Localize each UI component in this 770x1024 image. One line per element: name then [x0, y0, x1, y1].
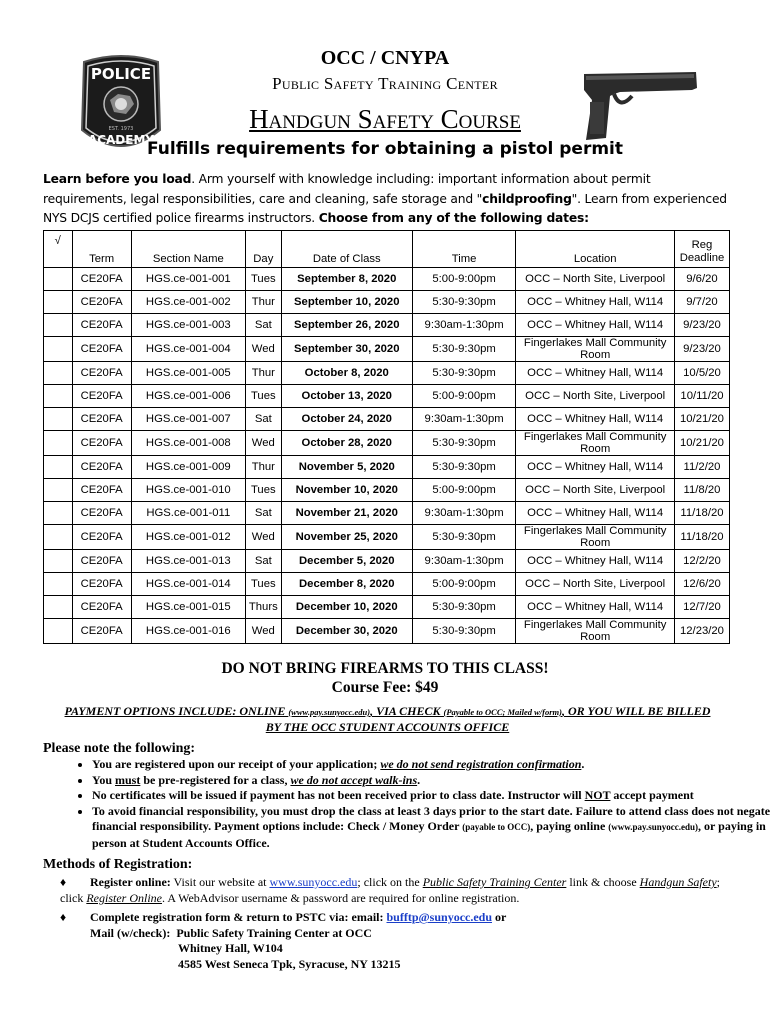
- check-cell: [44, 408, 73, 431]
- intro-lead: Learn before you load: [43, 172, 192, 186]
- time-cell: 9:30am-1:30pm: [412, 408, 516, 431]
- time-cell: 5:30-9:30pm: [412, 337, 516, 362]
- logo-est: EST. 1973: [108, 126, 134, 132]
- header-check: √: [44, 231, 73, 268]
- location-cell: OCC – Whitney Hall, W114: [516, 596, 675, 619]
- section-cell: HGS.ce-001-004: [131, 337, 245, 362]
- time-cell: 5:30-9:30pm: [412, 619, 516, 644]
- deadline-cell: 10/21/20: [674, 431, 729, 456]
- check-cell: [44, 268, 73, 291]
- course-subtitle: Fulfills requirements for obtaining a pistol permit: [147, 139, 623, 159]
- section-cell: HGS.ce-001-016: [131, 619, 245, 644]
- check-cell: [44, 550, 73, 573]
- date-cell: October 28, 2020: [281, 431, 412, 456]
- location-cell: Fingerlakes Mall Community Room: [516, 431, 675, 456]
- section-cell: HGS.ce-001-015: [131, 596, 245, 619]
- term-cell: CE20FA: [72, 596, 131, 619]
- day-cell: Wed: [245, 525, 281, 550]
- time-cell: 5:00-9:00pm: [412, 385, 516, 408]
- payment-check-note: (Payable to OCC; Mailed w/form): [443, 707, 562, 717]
- deadline-cell: 12/2/20: [674, 550, 729, 573]
- method-online: ♦ Register online: Visit our website at www.sunyocc.edu; click on the Public Safety Training Center link & choose Handgun Safety; click Register Online. A WebAdvisor username & password are required for online registration.: [60, 875, 721, 905]
- term-cell: CE20FA: [72, 550, 131, 573]
- time-cell: 9:30am-1:30pm: [412, 550, 516, 573]
- table-row: [44, 291, 730, 314]
- section-cell: HGS.ce-001-013: [131, 550, 245, 573]
- term-cell: CE20FA: [72, 431, 131, 456]
- header-day: Day: [245, 231, 281, 268]
- deadline-cell: 12/23/20: [674, 619, 729, 644]
- location-cell: OCC – Whitney Hall, W114: [516, 291, 675, 314]
- day-cell: Sat: [245, 502, 281, 525]
- header-org: OCC / CNYPA: [320, 47, 450, 69]
- mail-line-2: Whitney Hall, W104: [178, 941, 283, 955]
- check-cell: [44, 596, 73, 619]
- location-cell: OCC – Whitney Hall, W114: [516, 456, 675, 479]
- table-row: [44, 362, 730, 385]
- logo-text-bottom: ACADEMY: [87, 133, 155, 147]
- time-cell: 5:30-9:30pm: [412, 362, 516, 385]
- mail-line-1: Public Safety Training Center at OCC: [176, 925, 372, 940]
- check-cell: [44, 291, 73, 314]
- section-cell: HGS.ce-001-009: [131, 456, 245, 479]
- section-cell: HGS.ce-001-014: [131, 573, 245, 596]
- date-cell: November 10, 2020: [281, 479, 412, 502]
- table-header-row: [44, 231, 730, 268]
- method-mail: ♦ Complete registration form & return to PSTC via: email: bufftp@sunyocc.edu or Mail (w/check): Public Safety Training Center at OCC Whitney Hall, W104 4585 West Seneca Tpk, Syracuse, NY 13215: [60, 910, 725, 972]
- note-item: • You must be pre-registered for a class, we do not accept walk-ins.: [92, 773, 770, 789]
- payment-text-2: , VIA CHECK: [370, 704, 444, 718]
- table-row: [44, 314, 730, 337]
- table-row: [44, 596, 730, 619]
- mail-label: Mail (w/check):: [90, 925, 171, 940]
- time-cell: 5:30-9:30pm: [412, 596, 516, 619]
- table-row: [44, 525, 730, 550]
- mail-line-3: 4585 West Seneca Tpk, Syracuse, NY 13215: [178, 956, 401, 971]
- time-cell: 9:30am-1:30pm: [412, 314, 516, 337]
- check-cell: [44, 431, 73, 456]
- day-cell: Thur: [245, 456, 281, 479]
- intro-text1: . Arm yourself with knowledge including: important information about permit requirements, legal responsibilities, care and cleaning, safe storage and ": [43, 172, 651, 206]
- location-cell: OCC – Whitney Hall, W114: [516, 362, 675, 385]
- location-cell: Fingerlakes Mall Community Room: [516, 619, 675, 644]
- header-location: Location: [516, 231, 675, 268]
- date-cell: October 13, 2020: [281, 385, 412, 408]
- deadline-cell: 10/5/20: [674, 362, 729, 385]
- header-term: Term: [72, 231, 131, 268]
- term-cell: CE20FA: [72, 268, 131, 291]
- check-cell: [44, 525, 73, 550]
- deadline-cell: 11/8/20: [674, 479, 729, 502]
- time-cell: 5:00-9:00pm: [412, 573, 516, 596]
- deadline-cell: 12/7/20: [674, 596, 729, 619]
- occ-website-link[interactable]: www.sunyocc.edu: [269, 875, 358, 889]
- email-link[interactable]: bufftp@sunyocc.edu: [386, 910, 493, 924]
- day-cell: Tues: [245, 573, 281, 596]
- header-date: Date of Class: [281, 231, 412, 268]
- header-center: Public Safety Training Center: [272, 74, 498, 93]
- date-cell: December 10, 2020: [281, 596, 412, 619]
- table-row: [44, 573, 730, 596]
- deadline-cell: 12/6/20: [674, 573, 729, 596]
- payment-url: (www.pay.sunyocc.edu): [288, 707, 371, 717]
- date-cell: October 24, 2020: [281, 408, 412, 431]
- no-firearms-warning: DO NOT BRING FIREARMS TO THIS CLASS!: [221, 660, 549, 677]
- header-deadline: Reg Deadline: [674, 231, 729, 268]
- location-cell: OCC – North Site, Liverpool: [516, 573, 675, 596]
- term-cell: CE20FA: [72, 408, 131, 431]
- time-cell: 5:30-9:30pm: [412, 525, 516, 550]
- term-cell: CE20FA: [72, 337, 131, 362]
- check-cell: [44, 385, 73, 408]
- location-cell: OCC – Whitney Hall, W114: [516, 550, 675, 573]
- date-cell: October 8, 2020: [281, 362, 412, 385]
- deadline-cell: 9/6/20: [674, 268, 729, 291]
- method-online-label: Register online:: [90, 875, 171, 889]
- term-cell: CE20FA: [72, 573, 131, 596]
- table-row: [44, 408, 730, 431]
- intro-paragraph: [43, 170, 733, 229]
- diamond-bullet-icon: ♦: [60, 910, 67, 924]
- day-cell: Tues: [245, 385, 281, 408]
- location-cell: OCC – Whitney Hall, W114: [516, 314, 675, 337]
- deadline-cell: 10/21/20: [674, 408, 729, 431]
- date-cell: December 30, 2020: [281, 619, 412, 644]
- section-cell: HGS.ce-001-007: [131, 408, 245, 431]
- notes-list: [52, 757, 770, 851]
- term-cell: CE20FA: [72, 456, 131, 479]
- day-cell: Wed: [245, 337, 281, 362]
- location-cell: Fingerlakes Mall Community Room: [516, 525, 675, 550]
- note-item: • To avoid financial responsibility, you must drop the class at least 3 days prior to the start date. Failure to attend class does not negate financial responsibility. Payment options include: Check / Money Order (payable to OCC), paying online (www.pay.sunyocc.edu), or paying in person at Student Accounts Office.: [92, 804, 770, 852]
- term-cell: CE20FA: [72, 525, 131, 550]
- section-cell: HGS.ce-001-002: [131, 291, 245, 314]
- deadline-cell: 9/7/20: [674, 291, 729, 314]
- term-cell: CE20FA: [72, 291, 131, 314]
- deadline-cell: 9/23/20: [674, 337, 729, 362]
- payment-text-1: PAYMENT OPTIONS INCLUDE: ONLINE: [64, 704, 289, 718]
- table-row: [44, 337, 730, 362]
- table-row: [44, 456, 730, 479]
- deadline-cell: 11/18/20: [674, 525, 729, 550]
- time-cell: 5:00-9:00pm: [412, 268, 516, 291]
- term-cell: CE20FA: [72, 619, 131, 644]
- day-cell: Wed: [245, 619, 281, 644]
- section-cell: HGS.ce-001-011: [131, 502, 245, 525]
- register-online-link[interactable]: Register Online: [86, 890, 162, 905]
- table-row: [44, 268, 730, 291]
- term-cell: CE20FA: [72, 362, 131, 385]
- intro-childproofing: childproofing: [482, 191, 572, 206]
- logo-text-top: POLICE: [90, 65, 152, 83]
- course-title: Handgun Safety Course: [249, 104, 521, 134]
- deadline-cell: 9/23/20: [674, 314, 729, 337]
- date-cell: December 5, 2020: [281, 550, 412, 573]
- section-cell: HGS.ce-001-006: [131, 385, 245, 408]
- header-time: Time: [412, 231, 516, 268]
- location-cell: Fingerlakes Mall Community Room: [516, 337, 675, 362]
- deadline-cell: 11/2/20: [674, 456, 729, 479]
- check-cell: [44, 314, 73, 337]
- date-cell: September 10, 2020: [281, 291, 412, 314]
- location-cell: OCC – North Site, Liverpool: [516, 268, 675, 291]
- time-cell: 5:00-9:00pm: [412, 479, 516, 502]
- date-cell: November 5, 2020: [281, 456, 412, 479]
- term-cell: CE20FA: [72, 479, 131, 502]
- note-item: • No certificates will be issued if payment has not been received prior to class date. Instructor will NOT accept payment: [92, 788, 770, 804]
- intro-choose: Choose from any of the following dates:: [318, 211, 589, 225]
- location-cell: OCC – North Site, Liverpool: [516, 385, 675, 408]
- table-row: [44, 431, 730, 456]
- check-cell: [44, 619, 73, 644]
- check-cell: [44, 362, 73, 385]
- payment-options: [60, 704, 715, 735]
- check-cell: [44, 337, 73, 362]
- check-cell: [44, 479, 73, 502]
- payment-text-3: , OR YOU WILL BE BILLED BY THE OCC STUDENT ACCOUNTS OFFICE: [265, 704, 711, 734]
- pstc-link[interactable]: Public Safety Training Center: [422, 875, 567, 889]
- section-cell: HGS.ce-001-005: [131, 362, 245, 385]
- table-row: [44, 619, 730, 644]
- deadline-cell: 11/18/20: [674, 502, 729, 525]
- handgun-safety-link[interactable]: Handgun Safety: [639, 875, 717, 889]
- day-cell: Tues: [245, 479, 281, 502]
- section-cell: HGS.ce-001-008: [131, 431, 245, 456]
- day-cell: Thur: [245, 362, 281, 385]
- methods-heading: Methods of Registration:: [43, 857, 193, 872]
- date-cell: November 25, 2020: [281, 525, 412, 550]
- notes-heading: Please note the following:: [43, 741, 196, 756]
- term-cell: CE20FA: [72, 314, 131, 337]
- day-cell: Tues: [245, 268, 281, 291]
- check-cell: [44, 502, 73, 525]
- note-item: • You are registered upon our receipt of your application; we do not send registration confirmation.: [92, 757, 770, 773]
- time-cell: 9:30am-1:30pm: [412, 502, 516, 525]
- location-cell: OCC – Whitney Hall, W114: [516, 408, 675, 431]
- header-section: Section Name: [131, 231, 245, 268]
- term-cell: CE20FA: [72, 502, 131, 525]
- day-cell: Thur: [245, 291, 281, 314]
- day-cell: Sat: [245, 550, 281, 573]
- check-cell: [44, 573, 73, 596]
- check-cell: [44, 456, 73, 479]
- day-cell: Wed: [245, 431, 281, 456]
- course-fee: Course Fee: $49: [331, 679, 439, 696]
- date-cell: September 8, 2020: [281, 268, 412, 291]
- table-row: [44, 502, 730, 525]
- section-cell: HGS.ce-001-001: [131, 268, 245, 291]
- time-cell: 5:30-9:30pm: [412, 456, 516, 479]
- intro-text2: ". Learn from experienced NYS DCJS certified police firearms instructors.: [43, 191, 727, 225]
- day-cell: Sat: [245, 314, 281, 337]
- section-cell: HGS.ce-001-010: [131, 479, 245, 502]
- day-cell: Thurs: [245, 596, 281, 619]
- time-cell: 5:30-9:30pm: [412, 431, 516, 456]
- location-cell: OCC – North Site, Liverpool: [516, 479, 675, 502]
- table-row: [44, 550, 730, 573]
- section-cell: HGS.ce-001-003: [131, 314, 245, 337]
- date-cell: September 30, 2020: [281, 337, 412, 362]
- deadline-cell: 10/11/20: [674, 385, 729, 408]
- day-cell: Sat: [245, 408, 281, 431]
- table-row: [44, 479, 730, 502]
- time-cell: 5:30-9:30pm: [412, 291, 516, 314]
- table-row: [44, 385, 730, 408]
- date-cell: September 26, 2020: [281, 314, 412, 337]
- location-cell: OCC – Whitney Hall, W114: [516, 502, 675, 525]
- diamond-bullet-icon: ♦: [60, 875, 67, 889]
- term-cell: CE20FA: [72, 385, 131, 408]
- section-cell: HGS.ce-001-012: [131, 525, 245, 550]
- schedule-table: [43, 230, 730, 644]
- date-cell: December 8, 2020: [281, 573, 412, 596]
- date-cell: November 21, 2020: [281, 502, 412, 525]
